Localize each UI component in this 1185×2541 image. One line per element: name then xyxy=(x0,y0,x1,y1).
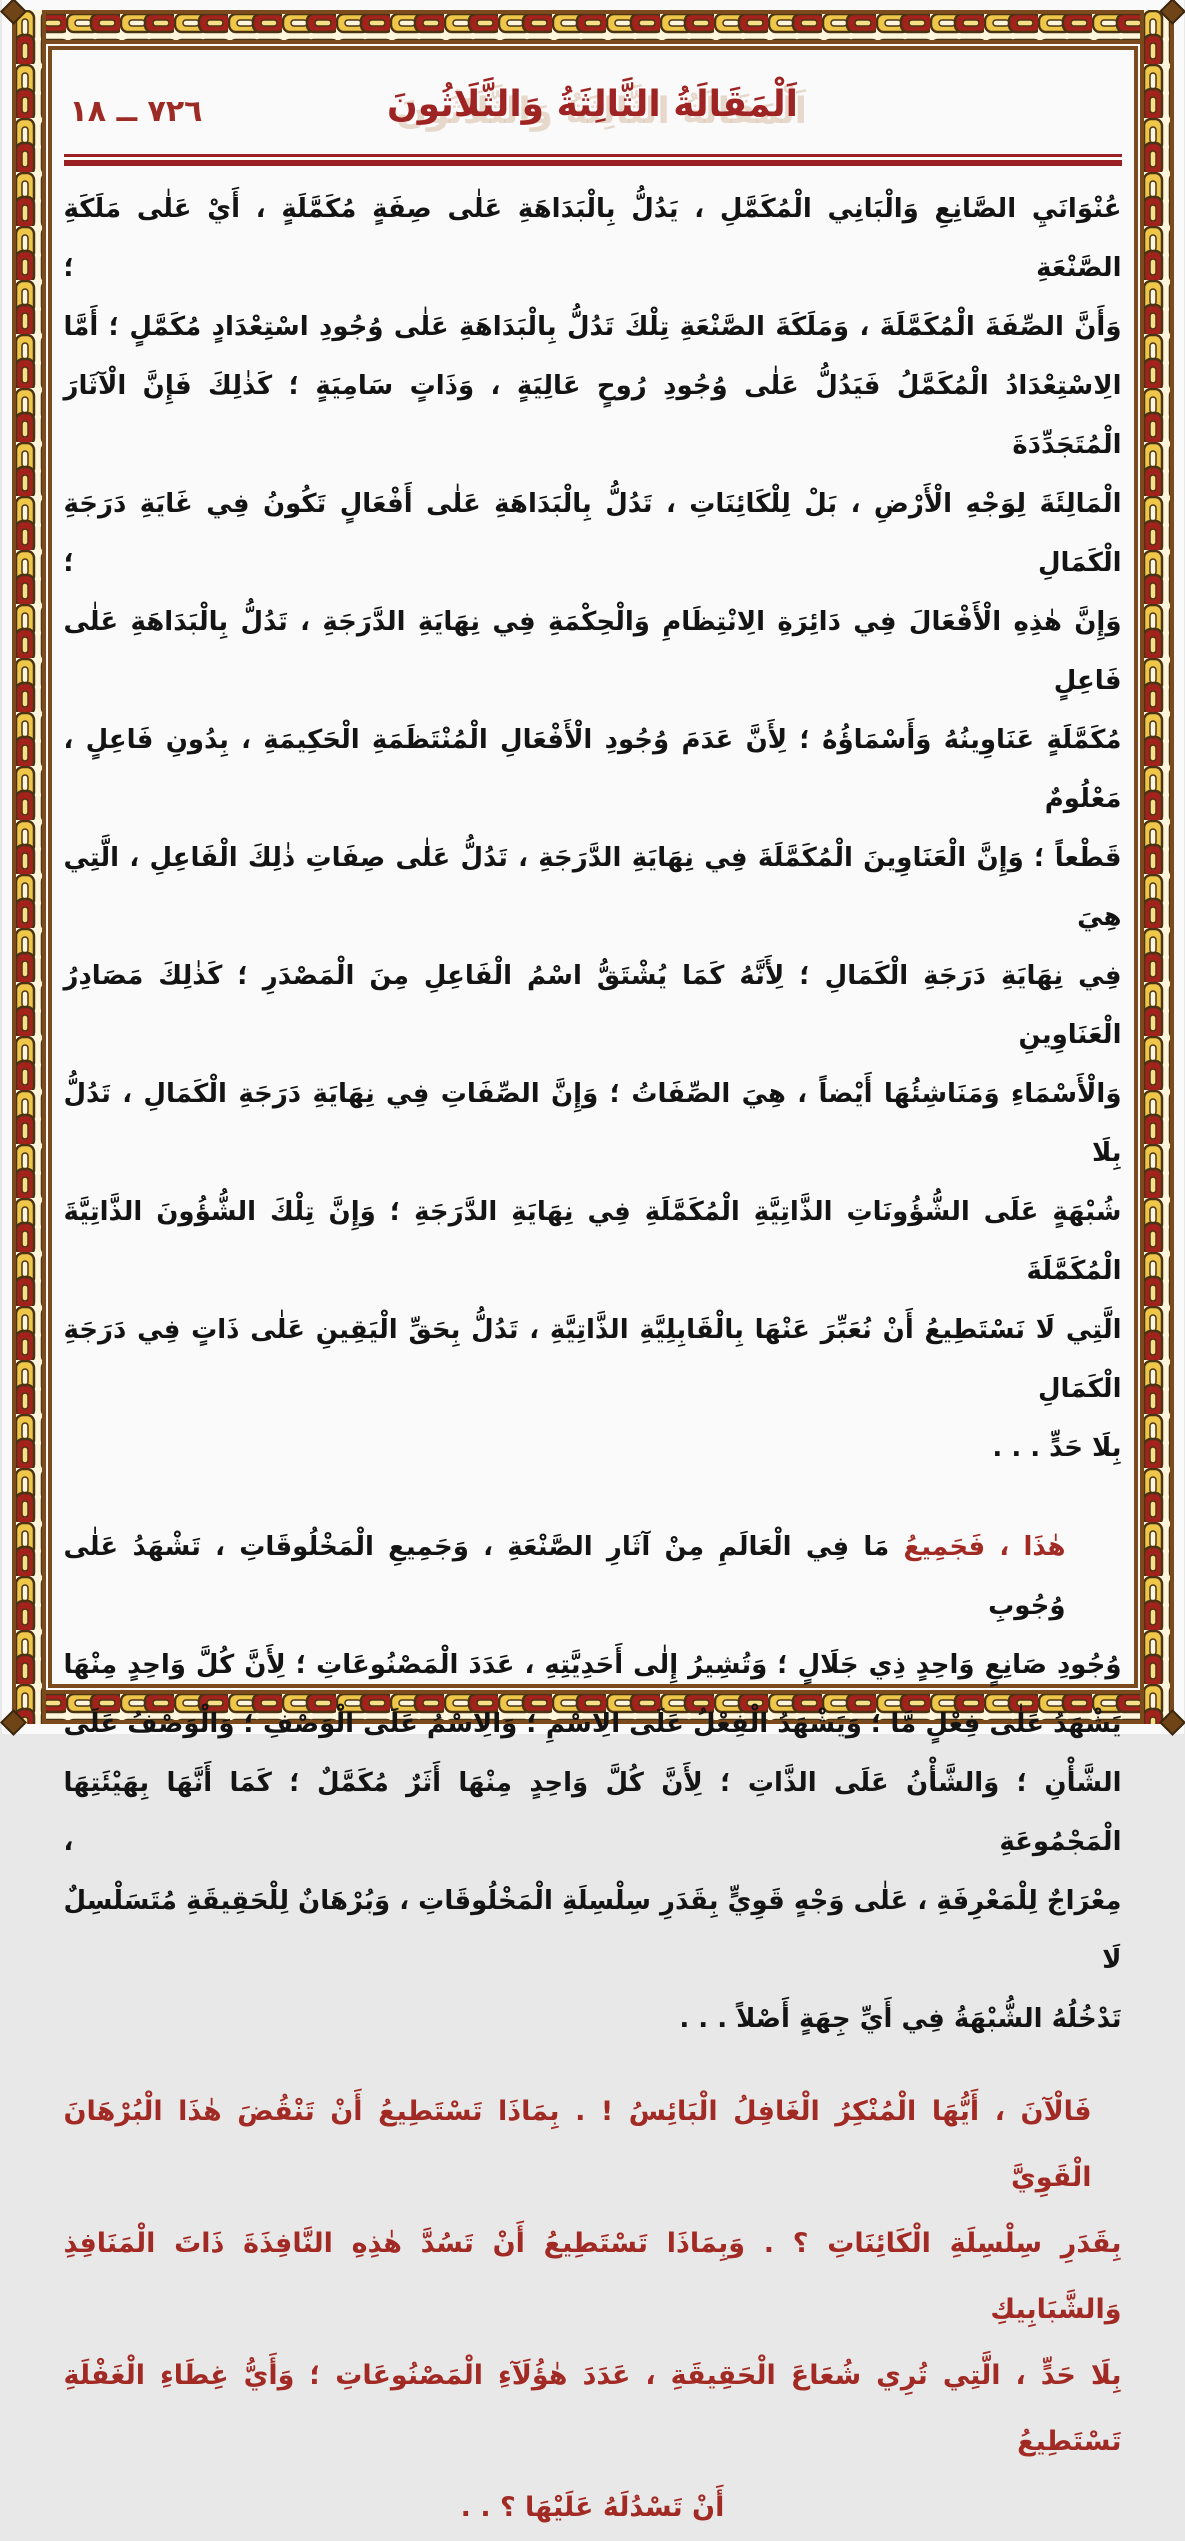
page-content xyxy=(63,58,1122,2523)
text-line: يَشْهَدُ عَلٰى فِعْلٍ مَّا ؛ وَيَشْهَدُ الْفِعْلُ عَلَى الِاسْمِ ؛ وَالِاسْمُ عَلَى الْوَصْفِ ؛ وَالْوَصْفُ عَلَى xyxy=(63,1709,1122,1739)
border-strip-right xyxy=(1140,10,1174,1724)
text-line: مُكَمَّلَةٍ عَنَاوِينُهُ وَأَسْمَاؤُهُ ؛ لِأَنَّ عَدَمَ وُجُودِ الْأَفْعَالِ الْمُنْتَظَمَةِ الْحَكِيمَةِ ، بِدُونِ فَاعِلٍ ، مَعْلُومٌ xyxy=(63,725,1122,814)
paragraph-1 xyxy=(64,180,1122,1478)
paragraph-3-red xyxy=(64,2079,1122,2541)
text-line: وَأَنَّ الصِّفَةَ الْمُكَمَّلَةَ ، وَمَلَكَةَ الصَّنْعَةِ تِلْكَ تَدُلُّ بِالْبَدَاهَةِ عَلٰى وُجُودِ اسْتِعْدَادٍ مُكَمَّلٍ ؛ أَمَّا xyxy=(63,312,1122,342)
text-line: شُبْهَةٍ عَلَى الشُّؤُونَاتِ الذَّاتِيَّةِ الْمُكَمَّلَةِ فِي نِهَايَةِ الدَّرَجَةِ ؛ وَإِنَّ تِلْكَ الشُّؤُونَ الذَّاتِيَّةَ الْمُكَمَّلَةَ xyxy=(63,1197,1122,1286)
page xyxy=(2,0,1184,2523)
text-line xyxy=(64,1518,1122,1636)
text-line: عُنْوَانَيِ الصَّانِعِ وَالْبَانِي الْمُكَمَّلِ ، يَدُلُّ بِالْبَدَاهَةِ عَلٰى صِفَةٍ مُكَمَّلَةٍ ، أَيْ عَلٰى مَلَكَةِ الصَّنْعَةِ ؛ xyxy=(63,194,1122,283)
text-line: فَالْآنَ ، أَيُّهَا الْمُنْكِرُ الْغَافِلُ الْبَائِسُ ! . بِمَاذَا تَسْتَطِيعُ أَنْ تَنْقُضَ هٰذَا الْبُرْهَانَ الْقَوِيَّ xyxy=(63,2096,1092,2193)
text-line: الْمَالِئَةَ لِوَجْهِ الْأَرْضِ ، بَلْ لِلْكَائِنَاتِ ، تَدُلُّ بِالْبَدَاهَةِ عَلٰى أَفْعَالٍ تَكُونُ فِي غَايَةِ دَرَجَةِ الْكَمَالِ ؛ xyxy=(63,489,1122,578)
text-line: بِلَا حَدٍّ . . . xyxy=(992,1433,1122,1463)
text-line: بِقَدَرِ سِلْسِلَةِ الْكَائِنَاتِ ؟ . وَبِمَاذَا تَسْتَطِيعُ أَنْ تَسُدَّ هٰذِهِ النَّافِذَةَ ذَاتَ الْمَنَافِذِ وَالشَّبَابِيكِ xyxy=(63,2228,1122,2325)
paragraph-lead-red: هٰذَا ، فَجَمِيعُ xyxy=(903,1532,1066,1562)
page-number: ٧٢٦ ــ ١٨ xyxy=(69,94,203,129)
divider-thick-line xyxy=(64,160,1122,166)
text-line: فِي نِهَايَةِ دَرَجَةِ الْكَمَالِ ؛ لِأَنَّهُ كَمَا يُشْتَقُّ اسْمُ الْفَاعِلِ مِنَ الْمَصْدَرِ ؛ كَذٰلِكَ مَصَادِرُ الْعَنَاوِينِ xyxy=(63,961,1122,1050)
paragraph-2 xyxy=(64,1518,1122,2049)
text-line: مِعْرَاجٌ لِلْمَعْرِفَةِ ، عَلٰى وَجْهٍ قَوِيٍّ بِقَدَرِ سِلْسِلَةِ الْمَخْلُوقَاتِ ، وَبُرْهَانٌ لِلْحَقِيقَةِ مُتَسَلْسِلٌ لَا xyxy=(63,1886,1122,1975)
page-title: اَلْمَقَالَةُ الثَّالِثَةُ وَالثَّلَاثُونَ xyxy=(386,84,799,125)
text-line: الشَّأْنِ ؛ وَالشَّأْنُ عَلَى الذَّاتِ ؛ لِأَنَّ كُلَّ وَاحِدٍ مِنْهَا أَثَرٌ مُكَمَّلٌ ؛ كَمَا أَنَّهَا بِهَيْئَتِهَا الْمَجْمُوعَةِ ، xyxy=(63,1768,1122,1857)
page-header xyxy=(64,58,1122,150)
text-line: أَنْ تَسْدُلَهُ عَلَيْهَا ؟ . . xyxy=(460,2492,725,2523)
text-line: وَالْأَسْمَاءِ وَمَنَاشِئُهَا أَيْضاً ، هِيَ الصِّفَاتُ ؛ وَإِنَّ الصِّفَاتِ فِي نِهَايَةِ دَرَجَةِ الْكَمَالِ ، تَدُلُّ بِلَا xyxy=(63,1079,1122,1168)
text-line: قَطْعاً ؛ وَإِنَّ الْعَنَاوِينَ الْمُكَمَّلَةَ فِي نِهَايَةِ الدَّرَجَةِ ، تَدُلُّ عَلٰى صِفَاتِ ذٰلِكَ الْفَاعِلِ ، الَّتِي هِيَ xyxy=(63,843,1122,932)
border-strip-top xyxy=(12,10,1174,44)
header-divider xyxy=(64,154,1122,166)
text-line: بِلَا حَدٍّ ، الَّتِي تُرِي شُعَاعَ الْحَقِيقَةِ ، عَدَدَ هٰؤُلَآءِ الْمَصْنُوعَاتِ ؛ وَأَيُّ غِطَاءِ الْغَفْلَةِ تَسْتَطِيعُ xyxy=(63,2360,1122,2457)
text-line: وُجُودِ صَانِعٍ وَاحِدٍ ذِي جَلَالٍ ؛ وَتُشِيرُ إِلٰى أَحَدِيَّتِهِ ، عَدَدَ الْمَصْنُوعَاتِ ؛ لِأَنَّ كُلَّ وَاحِدٍ مِنْهَا xyxy=(63,1650,1122,1680)
border-strip-left xyxy=(12,10,46,1724)
text-segment: مَا فِي الْعَالَمِ مِنْ آثَارِ الصَّنْعَةِ ، وَجَمِيعِ الْمَخْلُوقَاتِ ، تَشْهَدُ عَلٰى وُجُوبِ xyxy=(63,1532,1066,1621)
text-line: تَدْخُلُهُ الشُّبْهَةُ فِي أَيِّ جِهَةٍ أَصْلاً . . . xyxy=(679,2004,1122,2034)
text-line: وَإِنَّ هٰذِهِ الْأَفْعَالَ فِي دَائِرَةِ الِانْتِظَامِ وَالْحِكْمَةِ فِي نِهَايَةِ الدَّرَجَةِ ، تَدُلُّ بِالْبَدَاهَةِ عَلٰى فَاعِلٍ xyxy=(63,607,1122,696)
text-line: الَّتِي لَا نَسْتَطِيعُ أَنْ نُعَبِّرَ عَنْهَا بِالْقَابِلِيَّةِ الذَّاتِيَّةِ ، تَدُلُّ بِحَقِّ الْيَقِينِ عَلٰى ذَاتٍ فِي دَرَجَةِ الْكَمَالِ xyxy=(63,1315,1122,1404)
text-line: الِاسْتِعْدَادُ الْمُكَمَّلُ فَيَدُلُّ عَلٰى وُجُودِ رُوحٍ عَالِيَةٍ ، وَذَاتٍ سَامِيَةٍ ؛ كَذٰلِكَ فَإِنَّ الْآثَارَ الْمُتَجَدِّدَةَ xyxy=(63,371,1122,460)
